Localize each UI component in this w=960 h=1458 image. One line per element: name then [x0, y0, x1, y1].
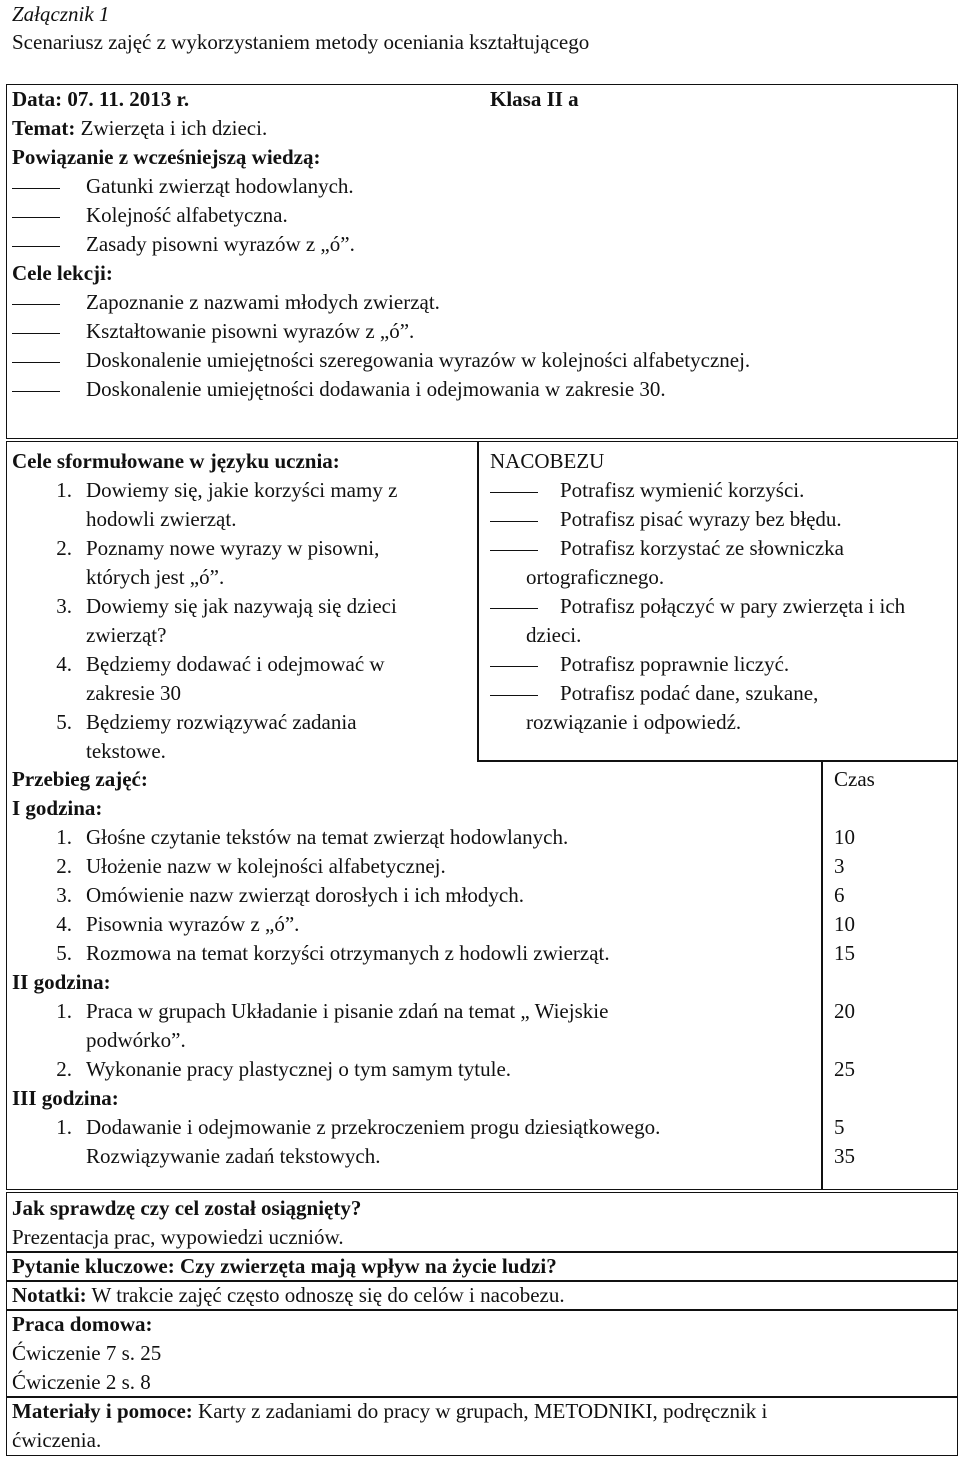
course-label: Przebieg zajęć:: [12, 767, 148, 791]
dash-bullet-icon: [490, 550, 538, 551]
list-item: Potrafisz połączyć w pary zwierzęta i ich: [490, 592, 905, 621]
list-item: Potrafisz pisać wyrazy bez błędu.: [490, 505, 905, 534]
hour-1-label: I godzina:: [12, 796, 103, 820]
list-item: Potrafisz poprawnie liczyć.: [490, 650, 905, 679]
list-item: 3. Dowiemy się jak nazywają się dzieci: [56, 594, 397, 618]
materials-value: Karty z zadaniami do pracy w grupach, METODNIKI, podręcznik i: [192, 1399, 768, 1423]
notes-value: W trakcie zajęć często odnoszę się do celów i nacobezu.: [86, 1283, 565, 1307]
scenario-title: Scenariusz zajęć z wykorzystaniem metody oceniania kształtującego: [12, 30, 590, 54]
list-item: 4. Pisownia wyrazów z „ó”.: [56, 912, 300, 936]
dash-bullet-icon: [490, 492, 538, 493]
materials-row: [12, 1397, 767, 1426]
prior-item: Zasady pisowni wyrazów z „ó”.: [12, 230, 355, 259]
goal-item: Doskonalenie umiejętności szeregowania wyrazów w kolejności alfabetycznej.: [12, 346, 750, 375]
check-value: Prezentacja prac, wypowiedzi uczniów.: [12, 1225, 344, 1249]
nacobezu-bottom-border: [477, 760, 958, 762]
dash-bullet-icon: [12, 362, 60, 363]
student-goals-list: 1. Dowiemy się, jakie korzyści mamy z hodowli zwierząt. 2. Poznamy nowe wyrazy w pisowni, których jest „ó”. 3. Dowiemy się jak nazywają się dzieci zwierząt? 4. Będziemy dodawać i odejmować w zakresie 30 5. Będziemy rozwiązywać zadania tekstowe.: [46, 476, 397, 766]
list-item: 2. Ułożenie nazw w kolejności alfabetycznej.: [56, 854, 446, 878]
class-label: Klasa II a: [490, 87, 579, 111]
key-question-row: [12, 1252, 557, 1281]
homework-item: Ćwiczenie 2 s. 8: [12, 1370, 151, 1394]
list-item: 3. Omówienie nazw zwierząt dorosłych i ich młodych.: [56, 883, 524, 907]
nacobezu-label: NACOBEZU: [490, 449, 605, 473]
list-item: 2. Poznamy nowe wyrazy w pisowni,: [56, 536, 380, 560]
dash-bullet-icon: [12, 391, 60, 392]
time-value: 15: [834, 941, 855, 965]
column-divider: [477, 441, 479, 761]
time-value: 10: [834, 912, 855, 936]
time-value: 3: [834, 854, 845, 878]
dash-bullet-icon: [12, 304, 60, 305]
time-header: Czas: [834, 767, 875, 791]
list-item: 1. Dodawanie i odejmowanie z przekroczeniem progu dziesiątkowego.: [56, 1115, 661, 1139]
hour-1-times: [834, 823, 855, 968]
list-item: Potrafisz korzystać ze słowniczka: [490, 534, 905, 563]
dash-bullet-icon: [490, 695, 538, 696]
time-value: 35: [834, 1144, 855, 1168]
list-item: 5. Będziemy rozwiązywać zadania: [56, 710, 357, 734]
student-goals-label: Cele sformułowane w języku ucznia:: [12, 449, 340, 473]
dash-bullet-icon: [12, 246, 60, 247]
notes-row: [12, 1281, 565, 1310]
hour-3-list: 1. Dodawanie i odejmowanie z przekroczeniem progu dziesiątkowego. Rozwiązywanie zadań tekstowych.: [46, 1113, 660, 1171]
dash-bullet-icon: [12, 217, 60, 218]
materials-line-2: ćwiczenia.: [12, 1428, 102, 1452]
topic-row: [12, 114, 267, 143]
dash-bullet-icon: [12, 333, 60, 334]
prior-item: Kolejność alfabetyczna.: [12, 201, 288, 230]
check-label: Jak sprawdzę czy cel został osiągnięty?: [12, 1196, 362, 1220]
dash-bullet-icon: [490, 608, 538, 609]
goal-item: Doskonalenie umiejętności dodawania i odejmowania w zakresie 30.: [12, 375, 666, 404]
attachment-label: Załącznik 1: [12, 2, 110, 26]
dash-bullet-icon: [490, 666, 538, 667]
time-value: 6: [834, 883, 845, 907]
hour-3-label: III godzina:: [12, 1086, 119, 1110]
lesson-goals-label: Cele lekcji:: [12, 261, 113, 285]
notes-label: Notatki:: [12, 1283, 87, 1307]
list-item: 1. Dowiemy się, jakie korzyści mamy z: [56, 478, 398, 502]
list-item: Potrafisz podać dane, szukane,: [490, 679, 905, 708]
time-value: 25: [834, 1057, 855, 1081]
dash-bullet-icon: [12, 188, 60, 189]
topic-label: Temat:: [12, 116, 76, 140]
hour-2-list: 1. Praca w grupach Układanie i pisanie zdań na temat „ Wiejskie podwórko”. 2. Wykonanie pracy plastycznej o tym samym tytule.: [46, 997, 608, 1084]
time-value: 20: [834, 999, 855, 1023]
list-item: 5. Rozmowa na temat korzyści otrzymanych z hodowli zwierząt.: [56, 941, 610, 965]
time-value: 10: [834, 825, 855, 849]
list-item: 1. Głośne czytanie tekstów na temat zwierząt hodowlanych.: [56, 825, 569, 849]
goal-item: Zapoznanie z nazwami młodych zwierząt.: [12, 288, 440, 317]
list-item: 1. Praca w grupach Układanie i pisanie zdań na temat „ Wiejskie: [56, 999, 609, 1023]
list-item: Potrafisz wymienić korzyści.: [490, 476, 905, 505]
time-column-border: [821, 760, 823, 1190]
key-question-label: Pytanie kluczowe:: [12, 1254, 175, 1278]
time-value: 5: [834, 1115, 845, 1139]
list-item: 2. Wykonanie pracy plastycznej o tym samym tytule.: [56, 1057, 512, 1081]
prior-knowledge-label: Powiązanie z wcześniejszą wiedzą:: [12, 145, 321, 169]
goal-item: Kształtowanie pisowni wyrazów z „ó”.: [12, 317, 414, 346]
list-item: 4. Będziemy dodawać i odejmować w: [56, 652, 385, 676]
nacobezu-list: Potrafisz wymienić korzyści. Potrafisz pisać wyrazy bez błędu. Potrafisz korzystać ze słowniczka ortograficznego. Potrafisz połączyć w pary zwierzęta i ich dzieci. Potrafisz poprawnie liczyć. Potrafisz podać dane, szukane, rozwiązanie i odpowiedź.: [490, 476, 905, 737]
hour-1-list: [46, 823, 610, 968]
date-label: Data: 07. 11. 2013 r.: [12, 87, 190, 111]
materials-label: Materiały i pomoce:: [12, 1399, 193, 1423]
homework-item: Ćwiczenie 7 s. 25: [12, 1341, 162, 1365]
topic-value: Zwierzęta i ich dzieci.: [75, 116, 268, 140]
prior-item: Gatunki zwierząt hodowlanych.: [12, 172, 354, 201]
key-question-value: Czy zwierzęta mają wpływ na życie ludzi?: [174, 1254, 557, 1278]
hour-2-label: II godzina:: [12, 970, 111, 994]
dash-bullet-icon: [490, 521, 538, 522]
homework-label: Praca domowa:: [12, 1312, 153, 1336]
